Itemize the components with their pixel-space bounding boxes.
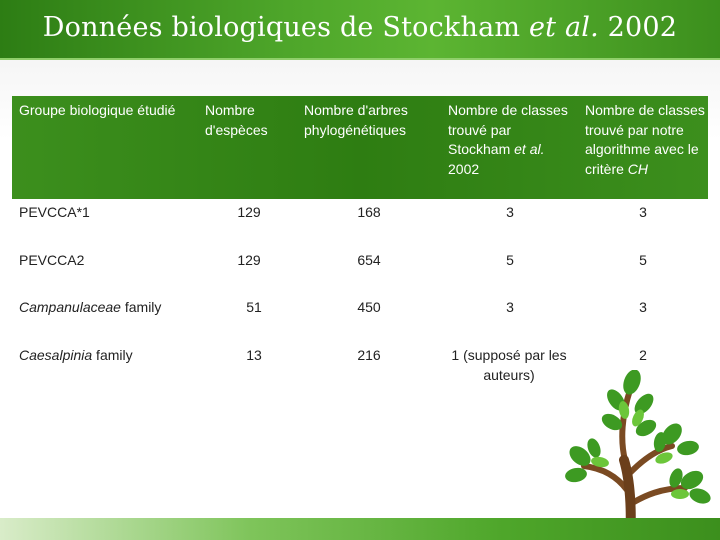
slide-title: Données biologiques de Stockham et al. 2002 <box>42 12 678 43</box>
table-row-3-stockham: 3 <box>506 299 514 315</box>
table-row-2-ours: 5 <box>639 252 647 268</box>
table-row-2-trees: 654 <box>357 252 381 268</box>
table-row-1-species: 129 <box>237 204 261 220</box>
table-row-1-stockham: 3 <box>506 204 514 220</box>
table-row-4-trees: 216 <box>357 347 381 363</box>
table-row-2-stockham: 5 <box>506 252 514 268</box>
table-row-2-group: PEVCCA2 <box>19 252 85 268</box>
table-row-1-trees: 168 <box>357 204 381 220</box>
table-row-1-group: PEVCCA*1 <box>19 204 90 220</box>
table-row-4-group: Caesalpinia family <box>19 347 133 363</box>
header-trees: Nombre d'arbres phylogénétiques <box>304 102 408 138</box>
table-row-3-group: Campanulaceae family <box>19 299 162 315</box>
header-stockham-classes: Nombre de classes trouvé par Stockham et al. 2002 <box>448 102 568 177</box>
table-row-3-ours: 3 <box>639 299 647 315</box>
table-row-2-species: 129 <box>237 252 261 268</box>
header-species: Nombre d'espèces <box>205 102 268 138</box>
table-row-3-species: 51 <box>246 299 262 315</box>
bottom-bar <box>0 518 720 540</box>
table-row-1-ours: 3 <box>639 204 647 220</box>
tree-illustration-icon <box>560 370 720 540</box>
header-group: Groupe biologique étudié <box>19 102 176 118</box>
table-row-4-species: 13 <box>246 347 262 363</box>
table-row-4-stockham: 1 (supposé par les auteurs) <box>451 347 567 383</box>
table-row-3-trees: 450 <box>357 299 381 315</box>
header-our-classes: Nombre de classes trouvé par notre algorithme avec le critère CH <box>585 102 705 177</box>
table-row-4-ours: 2 <box>639 347 647 363</box>
